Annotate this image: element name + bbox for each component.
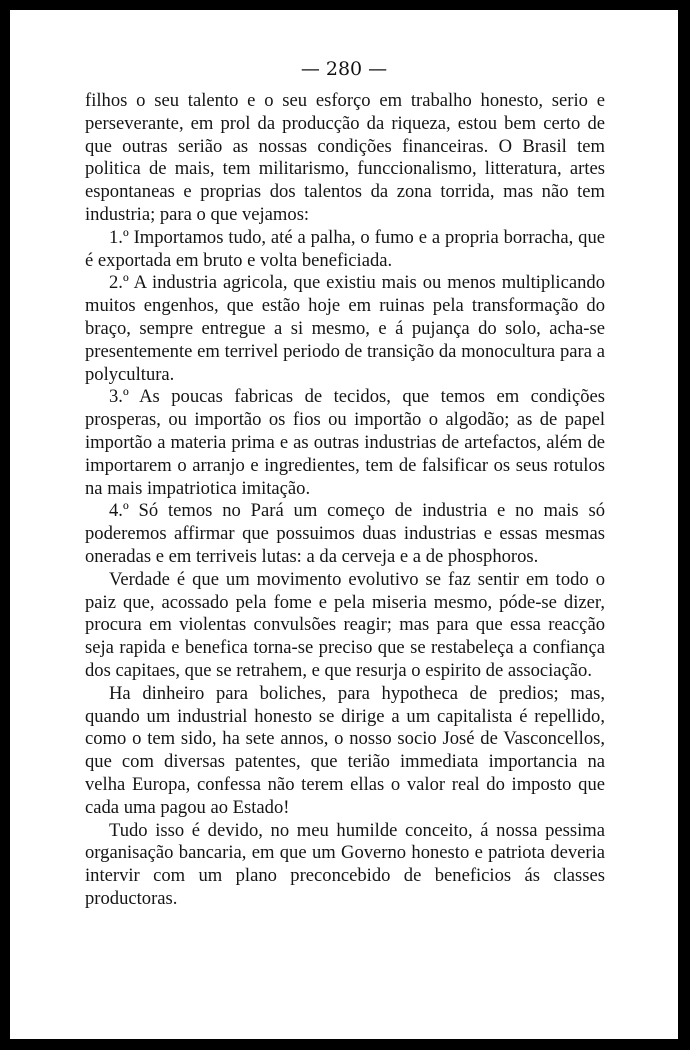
paragraph-1: filhos o seu talento e o seu esforço em trabalho honesto, serio e perseverante, em prol da producção da riqueza, estou bem certo de que outras serião as nossas condições financeiras. O Brasil tem politica de mais, tem militarismo, funccionalismo, litteratura, artes espontaneas e proprias dos talentos da zona torrida, mas não tem industria; para o que vejamos: [85, 90, 605, 225]
paragraph-6: Verdade é que um movimento evolutivo se faz sentir em todo o paiz que, acossado pela fome e pela miseria mesmo, póde-se dizer, procura em violentas convulsões reagir; mas para que essa reacção seja rapida e benefica torna-se preciso que se restabeleça a confiança dos capitaes, que se retrahem, e que resurja o espirito de associação. [85, 568, 605, 681]
paragraph-8: Tudo isso é devido, no meu humilde conceito, á nossa pessima organisação bancaria, em que um Governo honesto e patriota deveria intervir com um plano preconcebido de beneficios ás classes productoras. [85, 819, 605, 909]
paragraph-5: 4.º Só temos no Pará um começo de industria e no mais só poderemos affirmar que possuimos duas industrias e essas mesmas oneradas e em terriveis lutas: a da cerveja e a de phosphoros. [85, 500, 605, 567]
paragraph-3: 2.º A industria agricola, que existiu mais ou menos multiplicando muitos engenhos, que estão hoje em ruinas pela transformação do braço, sempre entregue a si mesmo, e á pujança do solo, acha-se presentemente em terrivel periodo de transição da monocultura para a polycultura. [85, 272, 605, 385]
page-number: — 280 — [300, 58, 388, 80]
paragraph-7: Ha dinheiro para boliches, para hypotheca de predios; mas, quando um industrial honesto se dirige a um capitalista é repellido, como o tem sido, ha sete annos, o nosso socio José de Vasconcellos, que com diversas patentes, que terião immediata importancia na velha Europa, confessa não terem ellas o valor real do imposto que cada uma pagou ao Estado! [85, 682, 605, 818]
paragraph-2: 1.º Importamos tudo, até a palha, o fumo e a propria borracha, que é exportada em bruto e volta beneficiada. [85, 226, 605, 271]
document-page [10, 10, 678, 1039]
body-text [85, 90, 605, 911]
paragraph-4: 3.º As poucas fabricas de tecidos, que temos em condições prosperas, ou importão os fios ou importão o algodão; as de papel importão a materia prima e as outras industrias de artefactos, além de importarem o arranjo e ingredientes, tem de falsificar os seus rotulos na mais impatriotica imitação. [85, 386, 605, 499]
